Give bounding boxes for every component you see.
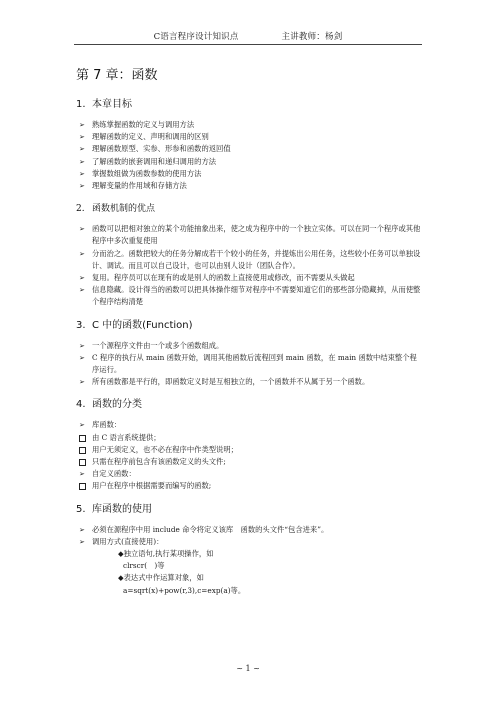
arrow-bullet-icon: ➢ xyxy=(79,274,85,283)
list-item: ➢ 了解函数的嵌套调用和递归调用的方法 xyxy=(76,156,422,168)
arrow-bullet-icon: ➢ xyxy=(79,286,85,295)
section-title-classification xyxy=(76,398,422,412)
list-item: ➢ C 程序的执行从 main 函数开始，调用其他函数后流程回到 main 函数，在 main 函数中结束整个程序运行。 xyxy=(79,352,417,375)
sub-item: a=sqrt(x)+pow(r,3),c=exp(a)等。 xyxy=(123,585,246,595)
square-bullet-icon xyxy=(79,435,86,442)
arrow-bullet-icon: ➢ xyxy=(79,225,85,234)
arrow-bullet-icon: ➢ xyxy=(79,182,85,191)
list-item: ➢ 一个源程序文件由一个或多个函数组成。 xyxy=(76,340,422,352)
list-item: 只需在程序前包含有该函数定义的头文件; xyxy=(76,456,422,468)
arrow-bullet-icon: ➢ xyxy=(79,353,85,362)
arrow-bullet-icon: ➢ xyxy=(79,525,85,534)
arrow-bullet-icon: ➢ xyxy=(79,157,85,166)
section-title-advantages xyxy=(76,202,422,216)
section-number: 4. xyxy=(76,399,86,411)
arrow-bullet-icon: ➢ xyxy=(79,421,85,430)
section-list-advantages xyxy=(76,223,422,308)
section-heading: 函数机制的优点 xyxy=(92,204,156,215)
section-list-library xyxy=(76,524,422,597)
sub-item: ◆独立语句,执行某项操作，如 xyxy=(118,549,214,559)
section-heading: 函数的分类 xyxy=(92,399,142,411)
square-bullet-icon xyxy=(79,447,86,454)
chapter-title: 第 7 章：函数 xyxy=(76,68,158,83)
section-title-library xyxy=(76,503,422,517)
list-item: ➢ 掌握数组做为函数参数的使用方法 xyxy=(76,168,422,180)
section-heading: C 中的函数(Function) xyxy=(92,319,193,331)
header-divider xyxy=(74,44,422,45)
arrow-bullet-icon: ➢ xyxy=(79,470,85,479)
square-bullet-icon xyxy=(79,483,86,490)
arrow-bullet-icon: ➢ xyxy=(79,169,85,178)
list-item: ➢ 必须在源程序中用 include 命令将定义该库 函数的头文件“包含进来”。 xyxy=(76,524,422,536)
square-bullet-icon xyxy=(79,459,86,466)
list-item: ➢ 复用。程序员可以在现有的或是别人的函数上直接使用或修改，而不需要从头做起 xyxy=(76,272,422,284)
list-item: 用户无须定义，也不必在程序中作类型说明； xyxy=(76,444,422,456)
list-item: 用户在程序中根据需要而编写的函数; xyxy=(76,480,422,492)
header-course: C语言程序设计知识点 xyxy=(153,32,239,42)
arrow-bullet-icon: ➢ xyxy=(79,341,85,350)
header-teacher: 主讲教师：杨剑 xyxy=(281,32,343,42)
arrow-bullet-icon: ➢ xyxy=(79,378,85,387)
list-item: ➢ 自定义函数： xyxy=(76,468,422,480)
list-item: ➢ 理解变量的作用域和存储方法 xyxy=(76,180,422,192)
list-item: ➢ 所有函数都是平行的，即函数定义时是互相独立的，一个函数并不从属于另一个函数。 xyxy=(76,376,422,388)
section-number: 5. xyxy=(76,503,86,515)
section-number: 1. xyxy=(76,99,86,110)
list-item: 由 C 语言系统提供； xyxy=(76,432,422,444)
section-title-functions xyxy=(76,319,422,333)
sub-item: ◆表达式中作运算对象，如 xyxy=(118,573,204,583)
section-list-classification xyxy=(76,419,422,492)
sub-item: clrscr( )等 xyxy=(123,561,165,571)
section-title-goals xyxy=(76,98,422,112)
section-list-goals xyxy=(76,119,422,192)
list-item: ➢ 熟练掌握函数的定义与调用方法 xyxy=(76,119,422,131)
list-item: ➢ 理解函数的定义、声明和调用的区别 xyxy=(76,131,422,143)
arrow-bullet-icon: ➢ xyxy=(79,249,85,258)
arrow-bullet-icon: ➢ xyxy=(79,145,85,154)
section-number: 2. xyxy=(76,204,85,215)
arrow-bullet-icon: ➢ xyxy=(79,121,85,129)
section-number: 3. xyxy=(76,319,86,331)
list-item: ➢ 函数可以把相对独立的某个功能抽象出来，使之成为程序中的一个独立实体。可以在同一个程序或其他程序中多次重复使用 xyxy=(79,224,421,246)
list-item: ➢ 调用方式(直接使用)： xyxy=(76,536,422,548)
section-heading: 本章目标 xyxy=(92,99,132,110)
arrow-bullet-icon: ➢ xyxy=(79,133,85,142)
page-header xyxy=(0,30,496,42)
page-number: ~ 1 ~ xyxy=(236,664,260,673)
arrow-bullet-icon: ➢ xyxy=(79,537,85,546)
list-item: ➢ 信息隐藏。设计得当的函数可以把具体操作细节对程序中不需要知道它们的那些部分隐藏掉，从而使整个程序结构清楚 xyxy=(79,285,421,307)
document-body xyxy=(76,98,422,607)
list-item: ➢ 分而治之。函数把较大的任务分解成若干个较小的任务，并提炼出公用任务，这些较小任务可以单独设计、调试。而且可以自己设计，也可以由别人设计（团队合作）。 xyxy=(79,248,421,270)
section-list-functions xyxy=(76,340,422,389)
section-heading: 库函数的使用 xyxy=(92,503,152,515)
list-item: ➢ 库函数： xyxy=(76,419,422,431)
list-item: ➢ 理解函数原型、实参、形参和函数的返回值 xyxy=(76,143,422,155)
